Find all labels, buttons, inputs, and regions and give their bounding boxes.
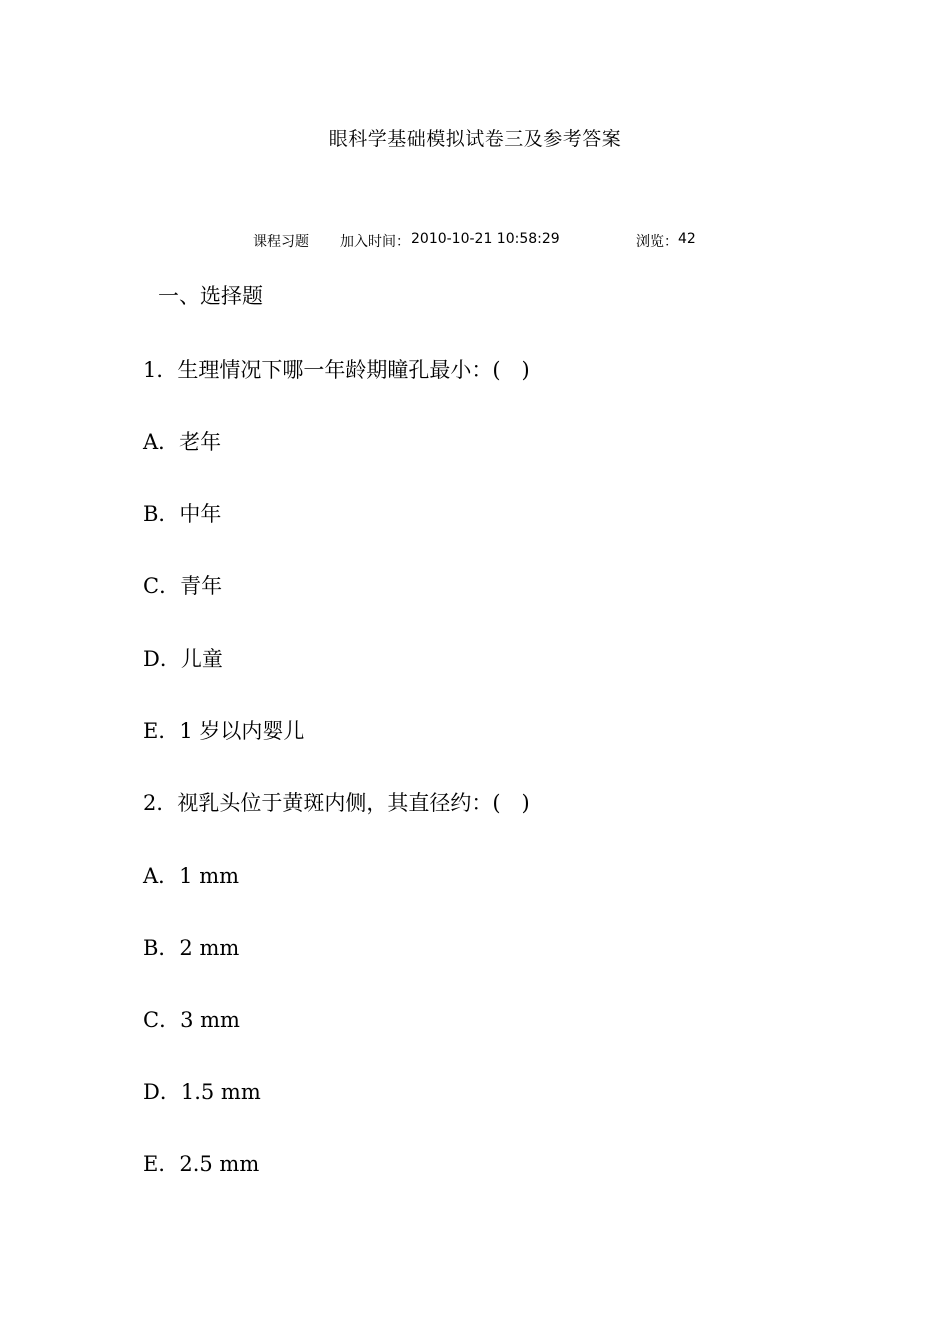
- question-option: C．青年: [143, 574, 223, 598]
- section-title: 一、选择题: [158, 284, 263, 308]
- document-title: 眼科学基础模拟试卷三及参考答案: [328, 128, 622, 150]
- question-stem: 2．视乳头位于黄斑内侧，其直径约：( ): [143, 791, 530, 815]
- question-option: D．1.5 mm: [143, 1080, 261, 1104]
- question-option: B．中年: [143, 502, 222, 526]
- meta-views-label: 浏览：: [636, 234, 678, 250]
- meta-line: [0, 231, 950, 253]
- question-option: E．1 岁以内婴儿: [143, 719, 305, 743]
- meta-added-label: 加入时间：: [340, 234, 410, 250]
- question-option: C．3 mm: [143, 1008, 240, 1032]
- meta-views-count: 42: [678, 231, 696, 247]
- question-option: D．儿童: [143, 647, 223, 671]
- question-option: E．2.5 mm: [143, 1152, 260, 1176]
- meta-category: 课程习题: [253, 234, 309, 250]
- question-option: A．1 mm: [143, 864, 240, 888]
- question-option: A．老年: [143, 430, 222, 454]
- question-stem: 1．生理情况下哪一年龄期瞳孔最小：( ): [143, 358, 530, 382]
- question-option: B．2 mm: [143, 936, 240, 960]
- meta-added-time: 2010-10-21 10:58:29: [411, 231, 560, 247]
